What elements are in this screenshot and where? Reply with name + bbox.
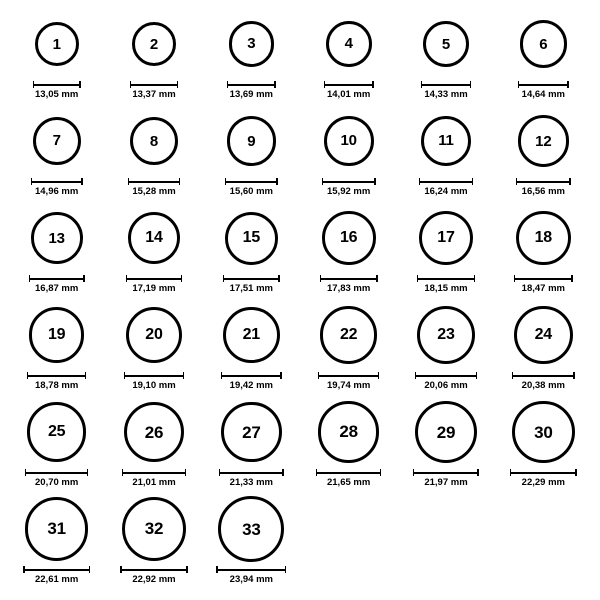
diameter-value: 17,51 mm <box>229 283 273 294</box>
caliper-icon <box>512 372 575 379</box>
caliper-icon <box>124 372 184 379</box>
diameter-measure <box>514 275 573 294</box>
ring-circle-wrap <box>31 204 83 272</box>
caliper-icon <box>130 81 179 88</box>
ring-size-label: 30 <box>534 422 553 442</box>
diameter-value: 21,65 mm <box>326 477 371 488</box>
ring-size-cell[interactable] <box>9 398 105 495</box>
diameter-measure <box>419 178 473 197</box>
ring-size-label: 18 <box>534 228 553 246</box>
ring-circle-wrap <box>229 10 274 78</box>
ring-size-label: 22 <box>339 326 358 343</box>
ring-circle-wrap <box>223 301 280 369</box>
ring-size-cell[interactable] <box>106 204 202 301</box>
ring-size-cell[interactable] <box>106 495 202 592</box>
diameter-measure <box>421 81 472 100</box>
ring-size-cell[interactable] <box>301 107 397 204</box>
ring-size-grid <box>8 10 592 592</box>
ring-circle-wrap <box>25 495 88 563</box>
diameter-value: 21,97 mm <box>424 477 468 488</box>
ring-circle-wrap <box>218 495 284 563</box>
ring-circle-wrap <box>415 398 477 466</box>
ring-size-cell[interactable] <box>203 107 299 204</box>
ring-circle <box>419 211 473 265</box>
caliper-icon <box>122 469 186 476</box>
ring-size-cell[interactable] <box>9 107 105 204</box>
ring-circle-wrap <box>512 398 575 466</box>
diameter-measure <box>417 275 475 294</box>
diameter-value: 15,60 mm <box>229 186 273 197</box>
diameter-value: 16,56 mm <box>521 186 565 197</box>
ring-circle-wrap <box>126 301 182 369</box>
caliper-icon <box>27 372 87 379</box>
caliper-icon <box>514 275 573 282</box>
diameter-value: 18,15 mm <box>424 283 468 294</box>
ring-circle-wrap <box>520 10 567 78</box>
ring-circle <box>27 402 87 462</box>
ring-size-cell[interactable] <box>106 10 202 107</box>
ring-circle <box>520 20 567 67</box>
ring-size-cell[interactable] <box>203 398 299 495</box>
caliper-icon <box>516 178 571 185</box>
ring-size-cell[interactable] <box>495 301 591 398</box>
ring-size-cell[interactable] <box>398 204 494 301</box>
ring-size-label: 19 <box>47 326 66 343</box>
ring-circle-wrap <box>132 10 177 78</box>
ring-size-cell[interactable] <box>495 10 591 107</box>
caliper-icon <box>318 372 380 379</box>
ring-size-label: 25 <box>47 423 66 440</box>
ring-circle <box>124 402 184 462</box>
ring-size-cell[interactable] <box>9 495 105 592</box>
caliper-icon <box>324 81 374 88</box>
ring-circle <box>223 307 280 364</box>
ring-circle-wrap <box>322 204 376 272</box>
diameter-measure <box>512 372 575 391</box>
ring-circle-wrap <box>423 10 470 78</box>
ring-size-label: 14 <box>145 228 163 246</box>
caliper-icon <box>223 275 280 282</box>
diameter-measure <box>29 275 85 294</box>
ring-circle <box>229 21 274 66</box>
diameter-value: 23,94 mm <box>229 574 273 585</box>
ring-circle-wrap <box>225 204 278 272</box>
ring-size-cell[interactable] <box>398 10 494 107</box>
diameter-measure <box>122 469 186 488</box>
diameter-measure <box>316 469 381 488</box>
diameter-measure <box>223 275 280 294</box>
diameter-measure <box>516 178 571 197</box>
ring-circle <box>516 211 571 266</box>
diameter-value: 19,10 mm <box>132 380 176 391</box>
ring-size-cell[interactable] <box>106 301 202 398</box>
diameter-measure <box>219 469 284 488</box>
diameter-measure <box>413 469 479 488</box>
ring-circle <box>227 116 276 165</box>
ring-circle <box>221 402 282 463</box>
ring-size-cell[interactable] <box>398 301 494 398</box>
ring-size-label: 6 <box>539 35 548 53</box>
diameter-measure <box>27 372 87 391</box>
ring-circle <box>320 306 378 364</box>
ring-size-label: 13 <box>48 229 65 247</box>
diameter-value: 13,69 mm <box>229 89 273 100</box>
diameter-value: 13,05 mm <box>35 89 79 100</box>
ring-size-label: 17 <box>437 228 455 246</box>
ring-circle <box>417 306 475 364</box>
ring-circle <box>126 307 182 363</box>
diameter-measure <box>216 566 286 585</box>
caliper-icon <box>33 81 81 88</box>
diameter-value: 20,38 mm <box>521 380 565 391</box>
ring-size-label: 21 <box>242 325 261 343</box>
caliper-icon <box>415 372 477 379</box>
ring-circle-wrap <box>417 301 475 369</box>
diameter-value: 22,29 mm <box>521 477 565 488</box>
ring-circle <box>415 401 477 463</box>
ring-circle-wrap <box>124 398 184 466</box>
caliper-icon <box>227 81 276 88</box>
diameter-value: 22,61 mm <box>34 574 79 585</box>
diameter-measure <box>320 275 378 294</box>
diameter-measure <box>510 469 577 488</box>
diameter-measure <box>324 81 374 100</box>
caliper-icon <box>221 372 282 379</box>
diameter-measure <box>221 372 282 391</box>
diameter-value: 15,92 mm <box>326 186 371 197</box>
ring-size-cell[interactable] <box>106 398 202 495</box>
ring-circle-wrap <box>27 398 87 466</box>
diameter-value: 14,33 mm <box>424 89 468 100</box>
caliper-icon <box>419 178 473 185</box>
diameter-value: 18,78 mm <box>35 380 79 391</box>
ring-circle-wrap <box>122 495 186 563</box>
caliper-icon <box>31 178 83 185</box>
ring-circle <box>512 401 575 464</box>
diameter-value: 14,01 mm <box>326 89 371 100</box>
diameter-value: 17,19 mm <box>132 283 176 294</box>
caliper-icon <box>225 178 278 185</box>
diameter-value: 16,87 mm <box>35 283 79 294</box>
ring-size-cell[interactable] <box>203 204 299 301</box>
ring-circle-wrap <box>419 204 473 272</box>
ring-circle-wrap <box>324 107 374 175</box>
caliper-icon <box>421 81 472 88</box>
caliper-icon <box>320 275 378 282</box>
diameter-measure <box>518 81 569 100</box>
ring-circle <box>25 497 88 560</box>
caliper-icon <box>216 566 286 573</box>
ring-size-label: 32 <box>144 519 164 539</box>
diameter-value: 13,37 mm <box>132 89 176 100</box>
ring-size-cell[interactable] <box>495 398 591 495</box>
ring-circle <box>318 401 379 462</box>
caliper-icon <box>518 81 569 88</box>
diameter-value: 21,01 mm <box>132 477 176 488</box>
diameter-value: 16,24 mm <box>424 186 468 197</box>
ring-size-label: 9 <box>247 132 256 150</box>
ring-size-label: 7 <box>52 132 61 150</box>
ring-size-cell[interactable] <box>495 204 591 301</box>
diameter-value: 19,42 mm <box>229 380 273 391</box>
ring-size-cell[interactable] <box>398 398 494 495</box>
diameter-measure <box>130 81 179 100</box>
ring-circle-wrap <box>318 398 379 466</box>
diameter-value: 22,92 mm <box>132 574 176 585</box>
ring-circle-wrap <box>514 301 573 369</box>
ring-circle-wrap <box>320 301 378 369</box>
ring-size-cell[interactable] <box>301 204 397 301</box>
ring-circle <box>122 497 186 561</box>
diameter-value: 15,28 mm <box>132 186 176 197</box>
diameter-measure <box>25 469 89 488</box>
diameter-measure <box>23 566 90 585</box>
ring-circle-wrap <box>518 107 569 175</box>
ring-size-label: 23 <box>437 326 455 343</box>
ring-circle <box>31 212 83 264</box>
caliper-icon <box>316 469 381 476</box>
ring-size-label: 3 <box>247 35 256 53</box>
caliper-icon <box>25 469 89 476</box>
ring-size-cell[interactable] <box>495 107 591 204</box>
ring-size-label: 33 <box>242 519 261 539</box>
ring-size-cell[interactable] <box>9 301 105 398</box>
diameter-measure <box>120 566 188 585</box>
caliper-icon <box>120 566 188 573</box>
caliper-icon <box>322 178 376 185</box>
diameter-measure <box>318 372 380 391</box>
ring-circle <box>324 116 374 166</box>
ring-size-label: 20 <box>145 326 163 343</box>
ring-size-label: 28 <box>339 422 358 442</box>
diameter-value: 20,70 mm <box>35 477 79 488</box>
ring-size-label: 12 <box>535 132 552 150</box>
ring-size-label: 10 <box>340 132 357 150</box>
diameter-value: 17,83 mm <box>327 283 371 294</box>
diameter-measure <box>322 178 376 197</box>
diameter-measure <box>33 81 81 100</box>
ring-size-label: 27 <box>242 422 261 442</box>
diameter-value: 14,64 mm <box>521 89 565 100</box>
diameter-value: 21,33 mm <box>229 477 273 488</box>
caliper-icon <box>413 469 479 476</box>
ring-size-label: 8 <box>149 132 159 150</box>
ring-circle <box>128 212 180 264</box>
diameter-measure <box>227 81 276 100</box>
ring-size-cell[interactable] <box>106 107 202 204</box>
caliper-icon <box>29 275 85 282</box>
ring-circle <box>218 496 284 562</box>
diameter-measure <box>124 372 184 391</box>
ring-circle-wrap <box>227 107 276 175</box>
diameter-value: 19,74 mm <box>327 380 371 391</box>
caliper-icon <box>128 178 181 185</box>
ring-circle-wrap <box>29 301 85 369</box>
ring-size-cell[interactable] <box>9 204 105 301</box>
ring-circle <box>132 22 177 67</box>
ring-circle <box>225 212 278 265</box>
ring-size-label: 5 <box>441 35 451 53</box>
ring-circle-wrap <box>128 204 180 272</box>
ring-size-cell[interactable] <box>203 10 299 107</box>
ring-circle-wrap <box>130 107 179 175</box>
ring-circle <box>423 21 470 68</box>
caliper-icon <box>23 566 90 573</box>
ring-circle-wrap <box>33 107 81 175</box>
ring-size-label: 15 <box>242 229 261 246</box>
ring-circle <box>518 115 569 166</box>
diameter-measure <box>31 178 83 197</box>
diameter-value: 20,06 mm <box>424 380 468 391</box>
caliper-icon <box>510 469 577 476</box>
ring-size-cell[interactable] <box>301 301 397 398</box>
ring-circle <box>29 307 85 363</box>
diameter-measure <box>128 178 181 197</box>
caliper-icon <box>417 275 475 282</box>
ring-circle-wrap <box>221 398 282 466</box>
ring-circle <box>35 22 79 66</box>
ring-circle <box>421 116 471 166</box>
diameter-value: 14,96 mm <box>34 186 79 197</box>
ring-size-cell[interactable] <box>301 398 397 495</box>
ring-circle <box>130 117 179 166</box>
diameter-measure <box>126 275 182 294</box>
ring-size-label: 4 <box>344 35 353 53</box>
ring-circle <box>322 211 376 265</box>
diameter-value: 18,47 mm <box>521 283 565 294</box>
ring-circle-wrap <box>35 10 79 78</box>
ring-size-cell[interactable] <box>398 107 494 204</box>
diameter-measure <box>225 178 278 197</box>
diameter-measure <box>415 372 477 391</box>
ring-circle-wrap <box>326 10 372 78</box>
ring-circle-wrap <box>516 204 571 272</box>
ring-size-label: 11 <box>438 132 454 150</box>
ring-size-label: 29 <box>436 422 456 442</box>
ring-circle <box>326 21 372 67</box>
ring-size-label: 31 <box>47 519 66 539</box>
ring-circle <box>33 117 81 165</box>
ring-size-cell[interactable] <box>9 10 105 107</box>
ring-size-cell[interactable] <box>203 495 299 592</box>
ring-size-label: 16 <box>339 229 358 246</box>
ring-size-label: 26 <box>144 422 164 442</box>
ring-circle-wrap <box>421 107 471 175</box>
caliper-icon <box>219 469 284 476</box>
ring-size-label: 2 <box>149 35 159 53</box>
caliper-icon <box>126 275 182 282</box>
ring-circle <box>514 306 573 365</box>
ring-size-cell[interactable] <box>301 10 397 107</box>
ring-size-label: 1 <box>52 35 61 53</box>
ring-size-cell[interactable] <box>203 301 299 398</box>
ring-size-label: 24 <box>534 325 553 343</box>
